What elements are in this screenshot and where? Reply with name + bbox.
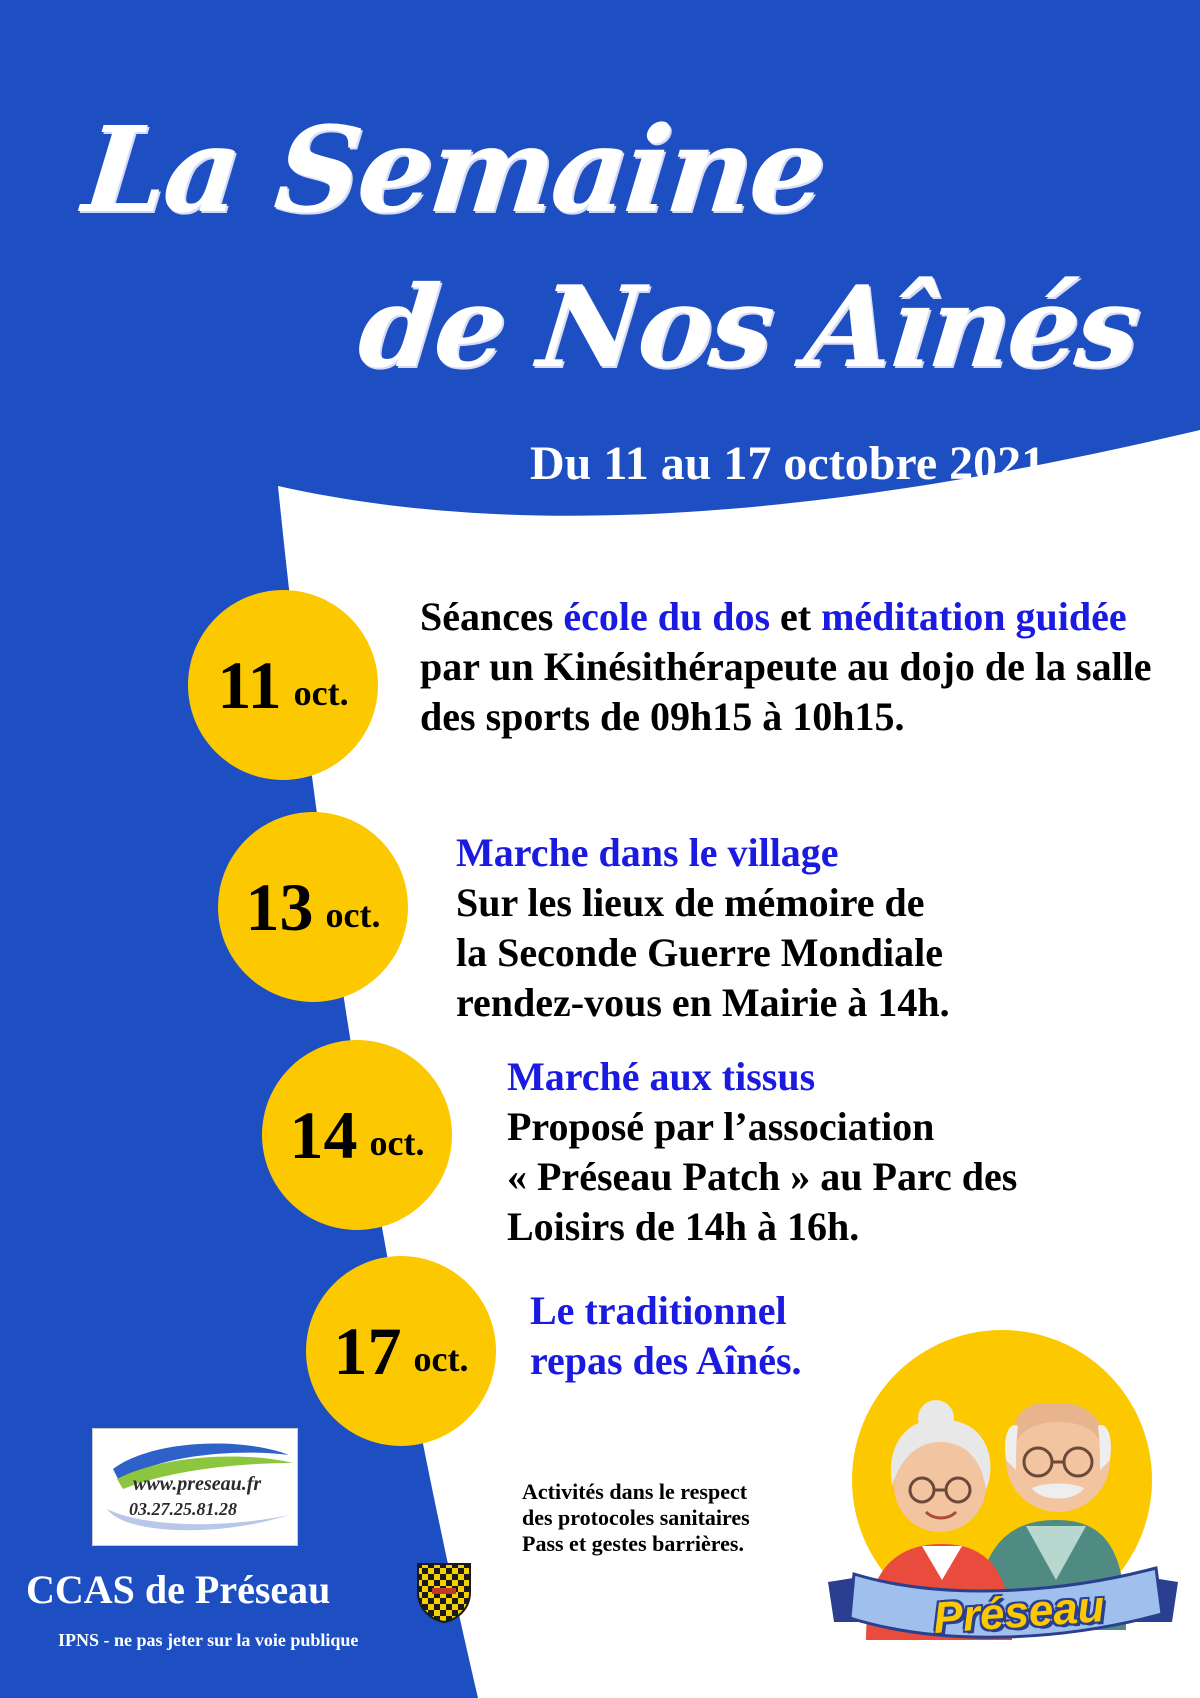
note-line: des protocoles sanitaires xyxy=(522,1505,750,1530)
event-description-13 xyxy=(456,828,1176,1028)
date-badge-day: 11 xyxy=(217,646,282,723)
event-highlight: école du dos xyxy=(563,594,771,639)
date-badge-month: oct. xyxy=(369,1123,425,1163)
event-line: la Seconde Guerre Mondiale xyxy=(456,930,943,975)
coat-of-arms-icon xyxy=(416,1562,472,1624)
phone-number: 03.27.25.81.28 xyxy=(129,1499,237,1519)
event-text: Séances xyxy=(420,594,564,639)
poster-title-line-2: de Nos Aînés xyxy=(353,262,1144,393)
event-line: rendez-vous en Mairie à 14h. xyxy=(456,980,950,1025)
event-line: Sur les lieux de mémoire de xyxy=(456,880,925,925)
event-text: et xyxy=(770,594,822,639)
date-badge-17 xyxy=(306,1256,496,1446)
event-heading: Marché aux tissus xyxy=(507,1054,816,1099)
website-url: www.preseau.fr xyxy=(133,1473,262,1495)
date-badge-13 xyxy=(218,812,408,1002)
event-heading: Marche dans le village xyxy=(456,830,839,875)
date-badge-day: 17 xyxy=(333,1312,402,1389)
poster-title-line-1: La Semaine xyxy=(77,100,831,239)
event-highlight: méditation guidée xyxy=(821,594,1127,639)
date-badge-month: oct. xyxy=(325,895,381,935)
event-line: Loisirs de 14h à 16h. xyxy=(507,1204,860,1249)
event-line: Proposé par l’association xyxy=(507,1104,935,1149)
event-line: « Préseau Patch » au Parc des xyxy=(507,1154,1018,1199)
sanitary-note xyxy=(522,1479,852,1557)
note-line: Pass et gestes barrières. xyxy=(522,1531,744,1556)
date-badge-14 xyxy=(262,1040,452,1230)
event-heading: repas des Aînés. xyxy=(530,1338,802,1383)
event-description-11 xyxy=(420,592,1180,742)
event-text: par un Kinésithérapeute au dojo de la salle des sports de 09h15 à 10h15. xyxy=(420,644,1152,739)
organization-name: CCAS de Préseau xyxy=(26,1567,331,1612)
date-badge-11 xyxy=(188,590,378,780)
date-range: Du 11 au 17 octobre 2021 xyxy=(530,437,1046,490)
note-line: Activités dans le respect xyxy=(522,1479,748,1504)
date-badge-day: 13 xyxy=(245,868,314,945)
website-logo xyxy=(92,1428,298,1546)
date-badge-month: oct. xyxy=(293,673,349,713)
ipns-notice: IPNS - ne pas jeter sur la voie publique xyxy=(58,1630,359,1650)
date-badge-day: 14 xyxy=(289,1096,358,1173)
date-badge-month: oct. xyxy=(413,1339,469,1379)
event-description-14 xyxy=(507,1052,1187,1252)
illustration-label: Préseau xyxy=(931,1582,1107,1643)
event-heading: Le traditionnel xyxy=(530,1288,787,1333)
